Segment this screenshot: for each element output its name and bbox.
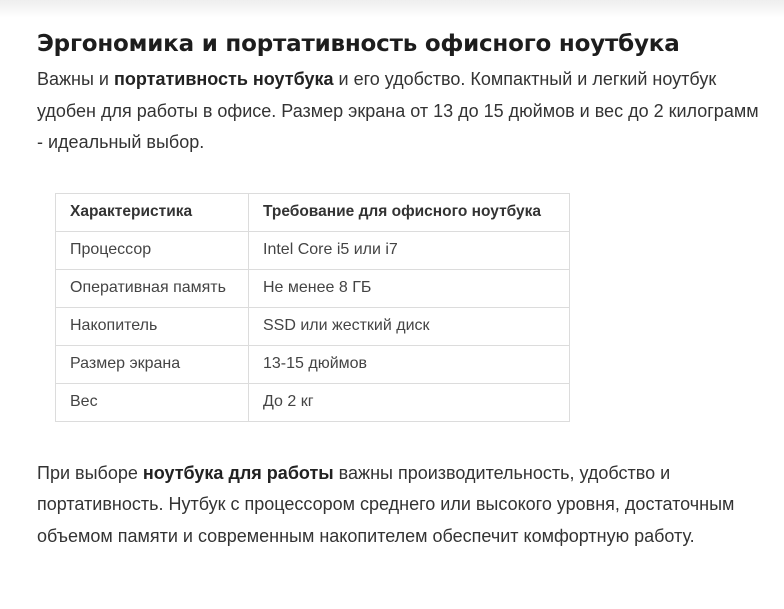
table-row xyxy=(56,269,570,307)
cell-characteristic: Процессор xyxy=(56,231,249,269)
article-section xyxy=(37,26,767,552)
table-row xyxy=(56,345,570,383)
cell-requirement: SSD или жесткий диск xyxy=(249,307,570,345)
intro-text-end: и его удобство. Компактный и легкий ноутбук удобен для работы в офисе. Размер экрана от 13 до 15 дюймов и вес до 2 килограмм - идеальный выбор. xyxy=(37,69,759,152)
intro-text-start: Важны и xyxy=(37,69,114,89)
section-heading: Эргономика и портативность офисного ноутбука xyxy=(37,31,680,57)
top-fade-bar xyxy=(0,0,784,18)
cell-requirement: Не менее 8 ГБ xyxy=(249,269,570,307)
table-row xyxy=(56,231,570,269)
cell-requirement: 13-15 дюймов xyxy=(249,345,570,383)
cell-characteristic: Размер экрана xyxy=(56,345,249,383)
intro-bold-text: портативность ноутбука xyxy=(114,69,334,89)
header-characteristic: Характеристика xyxy=(56,193,249,231)
specs-table xyxy=(55,193,570,422)
cell-characteristic: Оперативная память xyxy=(56,269,249,307)
table-row xyxy=(56,383,570,421)
cell-characteristic: Накопитель xyxy=(56,307,249,345)
conclusion-paragraph xyxy=(37,458,767,553)
specs-table-wrapper xyxy=(55,193,767,422)
cell-characteristic: Вес xyxy=(56,383,249,421)
intro-paragraph xyxy=(37,64,767,159)
cell-requirement: До 2 кг xyxy=(249,383,570,421)
header-requirement: Требование для офисного ноутбука xyxy=(249,193,570,231)
conclusion-bold-text: ноутбука для работы xyxy=(142,462,334,483)
table-header-row xyxy=(56,193,570,231)
conclusion-text-end: важны производительность, удобство и портативность. Нутбук с процессором среднего или высокого уровня, достаточным объемом памяти и современным накопителем обеспечит комфортную работу. xyxy=(37,462,735,546)
cell-requirement: Intel Core i5 или i7 xyxy=(249,231,570,269)
table-row xyxy=(56,307,570,345)
conclusion-text-start: При выборе xyxy=(37,462,143,483)
